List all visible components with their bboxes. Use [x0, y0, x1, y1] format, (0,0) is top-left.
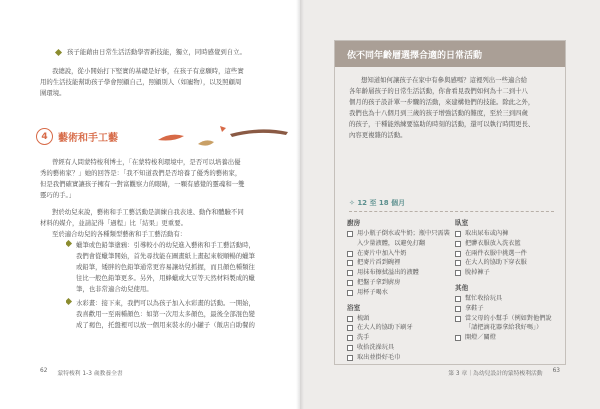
quote-line: 秀的藝術家？」她的回答是：「我不知道我們是否培養了優秀的藝術家， — [40, 169, 242, 177]
activity-box — [334, 40, 566, 365]
activity-line: 我們會從蠟筆開始，首先尋找能在圖畫紙上畫起來較順暢的蠟筆 — [76, 252, 255, 260]
quote-line: 靈巧的手。」 — [40, 191, 76, 199]
activity-line: 蠟筆或色鉛筆塗鴉：引導較小的幼兒進入藝術和手工藝活動時， — [66, 240, 278, 251]
age-group-label: ✧ 12 至 18 個月 — [349, 199, 406, 207]
checkbox-icon — [347, 355, 353, 361]
activity-line: 成了褐色，托盤裡可以放一個用來裝水的小罐子（飯店自助餐的 — [76, 321, 255, 329]
top-bullet-text: 孩子能藉由日常生活活動學習新技能，獨立，同時感覺到自立。 — [67, 48, 246, 56]
box-intro-line: 我們也為十八個月到三歲的孩子增強活動的難度，至於三到四歲 — [349, 109, 528, 117]
box-intro-line: 個月的孩子設計單一步驟的活動，來建構他們的技能。除此之外， — [349, 98, 535, 106]
checkbox-icon — [347, 316, 353, 322]
checklist-item: 在大人的協助下穿衣服 — [455, 258, 560, 268]
category-other: 其他 — [455, 283, 469, 292]
section-heading — [36, 128, 118, 145]
checklist-item: 把盤子拿到廚房 — [347, 278, 452, 288]
activity-line: 筆，也非常適合幼兒使用。 — [76, 285, 153, 293]
checklist-item: 取出並掛好毛巾 — [347, 353, 452, 363]
checkbox-icon — [347, 270, 353, 276]
checkbox-icon — [455, 316, 461, 322]
diamond-bullet-icon — [66, 298, 72, 305]
checkbox-icon — [347, 335, 353, 341]
checklist-item: 在麥片中加入牛奶 — [347, 249, 452, 259]
intro-line: 圍環境。 — [40, 89, 66, 97]
checklist-item: 用抹布擦拭溢出的液體 — [347, 268, 452, 278]
box-intro-line: 的孩子，干種能熟練要協助的時刻的活動，還可以執行時間更長、 — [349, 120, 535, 128]
dashed-divider — [349, 211, 554, 212]
box-intro — [349, 75, 555, 141]
quote-paragraph — [40, 157, 272, 201]
box-intro-line: 想知道如何讓孩子在家中有參與感嗎？這裡列出一些適合給 — [361, 76, 528, 84]
page-number: 62 — [40, 368, 48, 374]
intro-paragraph — [40, 66, 272, 99]
intro-line: 用的生活技能幫助孩子學會照顧自己，照顧別人（如寵物），以及照顧周 — [40, 78, 242, 86]
quote-line: 曾經有人問蒙特梭利博士，「在蒙特梭利環境中，是否可以培養出優 — [52, 158, 241, 166]
checkbox-icon — [455, 251, 461, 257]
art-intro-line: 至於適合幼兒的各種類型藝術和手工藝活動有： — [52, 230, 187, 238]
checkbox-icon — [455, 306, 461, 312]
checklist-item: 脫掉褲子 — [455, 268, 560, 278]
activity-line: 往比一般色鉛筆更多。另外，用蜂蠟或大豆等天然材料製成的蠟 — [76, 274, 255, 282]
checklist-item: 取出尿布或內褲 — [455, 229, 560, 239]
checkbox-icon — [455, 270, 461, 276]
checklist-item: 用杯子喝水 — [347, 288, 452, 298]
checklist-item: 把麥片舀到碗裡 — [347, 258, 452, 268]
activity-line: 我喜歡用一至兩種顏色：如第一次用太多顏色，最後全部混色變 — [76, 310, 255, 318]
checkbox-icon — [455, 241, 461, 247]
checklist-item: 收拾洗澡玩具 — [347, 343, 452, 353]
left-column — [347, 217, 452, 363]
box-intro-line: 內容更複雜的活動。 — [349, 131, 407, 139]
checkbox-icon — [455, 335, 461, 341]
activity-line: 或鉛筆，矮胖的色鉛筆通常更容易讓幼兒抓握，而且顏色種類往 — [76, 263, 255, 271]
activity-line: 水彩畫：接下來，我們可以為孩子加入水彩畫的活動。一開始， — [66, 298, 278, 309]
section-title: 藝術和手工藝 — [58, 133, 118, 144]
intro-line: 我總說，從小開始打下堅實的基礎是好事，在孩子有意願時，這些實 — [52, 67, 244, 75]
art-intro-line: 材料的媒介，並請記得「過程」比「結果」更重要。 — [40, 219, 187, 227]
chapter-title: 第 3 章｜為幼兒設計的蒙特梭利活動 — [448, 371, 543, 377]
right-footer — [448, 368, 560, 377]
book-title: 蒙特梭利 1-3 歲教養全書 — [57, 371, 123, 377]
checkbox-icon — [347, 231, 353, 237]
checkbox-icon — [347, 345, 353, 351]
category-kitchen: 廚房 — [347, 219, 361, 227]
checklist-item: 梳頭 — [347, 314, 452, 324]
checklist-item: 在兩件衣服中挑選一件 — [455, 249, 560, 259]
section-number: 4 — [36, 128, 53, 145]
left-footer — [40, 368, 123, 377]
checklist-item: 幫忙收拾玩具 — [455, 294, 560, 304]
checklist-item: 在大人的協助下刷牙 — [347, 323, 452, 333]
category-bathroom: 浴室 — [347, 303, 361, 312]
art-activity-item — [66, 240, 278, 295]
checkbox-icon — [455, 231, 461, 237]
checklist-item: 把髒衣服放入洗衣籃 — [455, 239, 560, 249]
diamond-bullet-icon — [55, 49, 62, 56]
book-gutter — [296, 0, 304, 409]
box-intro-line: 各年齡層孩子的日常生活活動，你會看見我們如何為十二到十八 — [349, 87, 528, 95]
checklist-item: 拿鞋子 — [455, 304, 560, 314]
art-intro-paragraph — [40, 207, 272, 240]
page-number: 63 — [552, 368, 560, 374]
checklist-item: 當父母的小幫手（例如對他們說「請把滴花器拿給我好嗎」） — [455, 314, 560, 334]
quote-line: 但是我們確實讓孩子擁有一對富觀察力的眼睛，一顆有感覺的靈魂和一雙 — [40, 180, 245, 188]
art-intro-line: 對於幼兒來說，藝術和手工藝活動是訓練自我表達、動作和體驗不同 — [52, 208, 244, 216]
right-column — [455, 217, 560, 343]
art-activity-item — [66, 298, 278, 331]
diamond-bullet-icon — [66, 240, 72, 247]
category-bedroom: 臥室 — [455, 219, 469, 227]
checklist-item: 用小瓶子倒水或牛奶；瓶中只需裝入少量液體，以避免打翻 — [347, 229, 452, 249]
checkbox-icon — [455, 296, 461, 302]
checkbox-icon — [347, 251, 353, 257]
box-title: 依不同年齡層選擇合適的日常活動 — [335, 41, 565, 67]
checkbox-icon — [347, 260, 353, 266]
checklist-item: 開燈／關燈 — [455, 333, 560, 343]
checkbox-icon — [347, 325, 353, 331]
checklist-item: 洗手 — [347, 333, 452, 343]
checkbox-icon — [347, 290, 353, 296]
checkbox-icon — [455, 260, 461, 266]
checkbox-icon — [347, 280, 353, 286]
top-bullet — [56, 47, 276, 58]
paint-strokes-decoration — [140, 118, 290, 158]
